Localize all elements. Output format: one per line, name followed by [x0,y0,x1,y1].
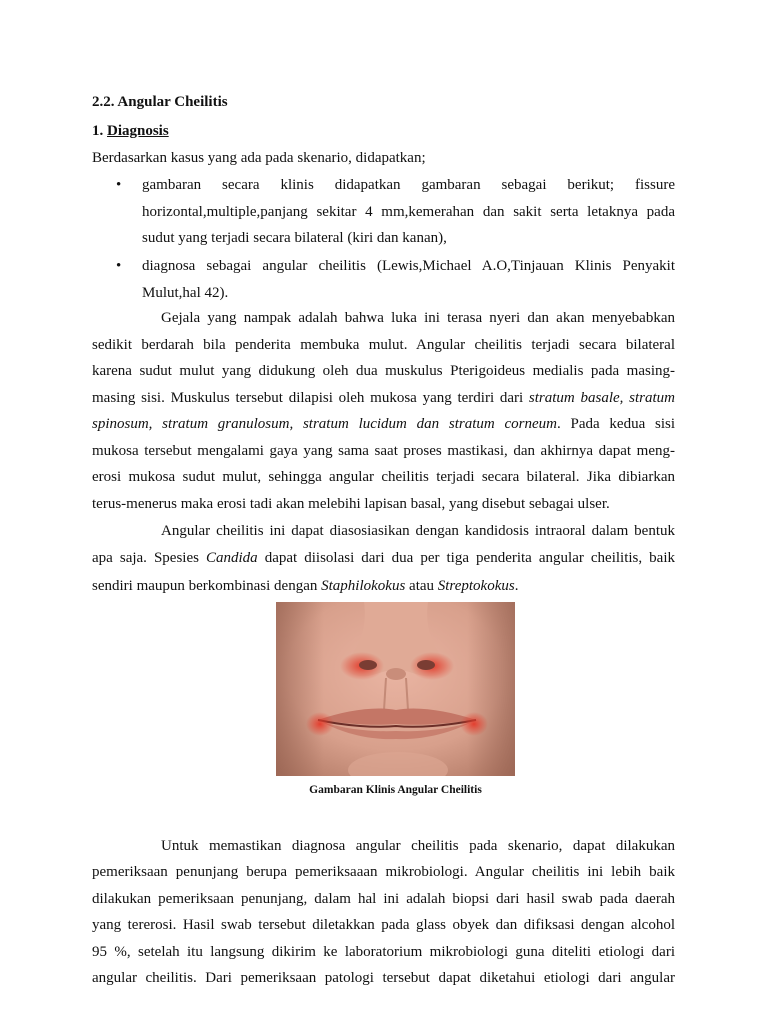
bullet-1-line-3: sudut yang terjadi secara bilateral (kiri dan kanan), [142,230,447,246]
paragraph-1-line: erosi mukosa sudut mulut, sehingga angular cheilitis terjadi secara bilateral. Jika dibiarkan [92,469,675,485]
paragraph-1-line: sedikit berdarah bila penderita membuka mulut. Angular cheilitis terjadi secara bilateral [92,337,675,353]
bullet-1-line-2: horizontal,multiple,panjang sekitar 4 mm,kemerahan dan sakit serta letaknya pada [142,204,675,220]
subsection-heading: 1. Diagnosis [92,123,169,139]
figure-caption: Gambaran Klinis Angular Cheilitis [309,784,482,796]
bullet-1-line-1: gambaran secara klinis didapatkan gambaran sebagai berikut; fissure [142,177,675,193]
bullet-2-line-2: Mulut,hal 42). [142,285,229,301]
paragraph-3-line: Untuk memastikan diagnosa angular cheilitis pada skenario, dapat dilakukan [161,838,675,854]
paragraph-1-line: karena sudut mulut yang didukung oleh dua muskulus Pterigoideus medialis pada masing- [92,363,675,379]
paragraph-3-line: dilakukan pemeriksaan penunjang, dalam hal ini adalah biopsi dari hasil swab pada daerah [92,891,675,907]
intro-text: Berdasarkan kasus yang ada pada skenario, didapatkan; [92,150,426,166]
paragraph-2-line: sendiri maupun berkombinasi dengan Staphilokokus atau Streptokokus. [92,578,519,594]
paragraph-3-line: 95 %, setelah itu langsung dikirim ke laboratorium mikrobiologi guna diteliti etiologi dari [92,944,675,960]
paragraph-3-line: angular cheilitis. Dari pemeriksaan patologi tersebut dapat diketahui etiologi dari angular [92,970,675,986]
section-heading: 2.2. Angular Cheilitis [92,94,228,110]
paragraph-1-line: spinosum, stratum granulosum, stratum lucidum dan stratum corneum. Pada kedua sisi [92,416,676,432]
paragraph-3-line: pemeriksaan penunjang berupa pemeriksaaan mikrobiologi. Angular cheilitis ini lebih baik [92,864,675,880]
paragraph-1-line: terus-menerus maka erosi tadi akan melebihi lapisan basal, yang disebut sebagai ulser. [92,496,610,512]
paragraph-1-line: Gejala yang nampak adalah bahwa luka ini terasa nyeri dan akan menyebabkan [161,310,675,326]
clinical-photo [276,602,515,776]
paragraph-3-line: yang tererosi. Hasil swab tersebut diletakkan pada glass obyek dan difiksasi dengan alcohol [92,917,675,933]
paragraph-2-line: Angular cheilitis ini dapat diasosiasikan dengan kandidosis intraoral dalam bentuk [161,523,675,539]
bullet-marker: • [116,177,122,193]
bullet-2-line-1: diagnosa sebagai angular cheilitis (Lewis,Michael A.O,Tinjauan Klinis Penyakit [142,258,675,274]
paragraph-2-line: apa saja. Spesies Candida dapat diisolasi dari dua per tiga penderita angular cheilitis, baik [92,550,675,566]
bullet-marker: • [116,258,122,274]
paragraph-1-line: mukosa tersebut mengalami gaya yang sama saat proses mastikasi, dan akhirnya dapat meng- [92,443,675,459]
paragraph-1-line: masing sisi. Muskulus tersebut dilapisi oleh mukosa yang terdiri dari stratum basale, stratum [92,390,675,406]
